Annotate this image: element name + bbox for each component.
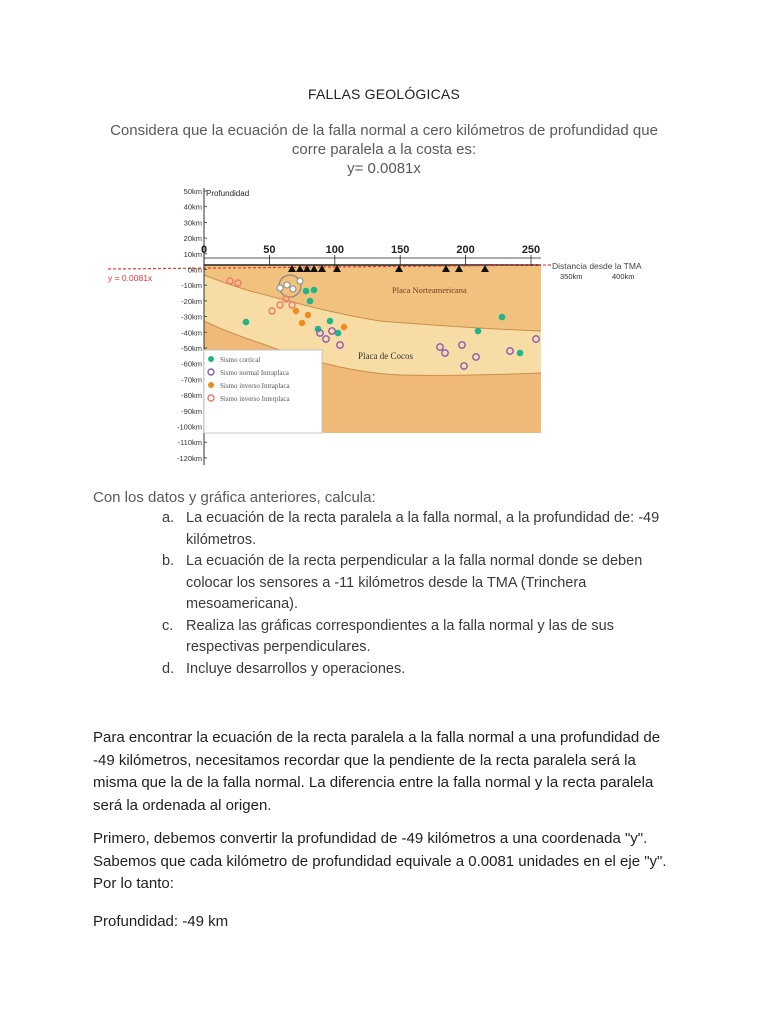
depth-tick-label: -90km bbox=[181, 406, 202, 416]
depth-tick-label: -10km bbox=[181, 281, 202, 291]
legend-label: Sismo inverso Intraplaca bbox=[220, 382, 290, 390]
task-item bbox=[160, 508, 670, 551]
cocos-plate-label: Placa de Cocos bbox=[358, 351, 413, 361]
task-item bbox=[160, 551, 670, 616]
task-text: La ecuación de la recta perpendicular a la falla normal donde se deben colocar los sensores a -11 kilómetros desde la TMA (Trinchera mesoamericana). bbox=[186, 553, 643, 612]
intro-paragraph bbox=[95, 121, 673, 178]
distance-tick-400: 400km bbox=[612, 272, 635, 281]
calc-lead: Con los datos y gráfica anteriores, calcula: bbox=[93, 489, 376, 506]
distance-label: Distancia desde la TMA bbox=[552, 261, 642, 271]
depth-tick-label: 0km bbox=[187, 265, 202, 275]
depth-tick-label: 20km bbox=[183, 234, 202, 244]
intro-text: Considera que la ecuación de la falla normal a cero kilómetros de profundidad que corre paralela a la costa es: bbox=[110, 122, 658, 158]
task-marker: b. bbox=[162, 553, 175, 569]
quake-dot-inverse-intra bbox=[293, 308, 299, 314]
quake-dot-cortical bbox=[303, 288, 310, 295]
depth-tick-label: -40km bbox=[181, 328, 202, 338]
quake-dot-cortical bbox=[307, 298, 314, 305]
legend-label: Sismo inverso Interplaca bbox=[220, 395, 290, 403]
quake-dot bbox=[290, 286, 296, 292]
task-text: Incluye desarrollos y operaciones. bbox=[186, 660, 406, 677]
quake-dot bbox=[284, 282, 290, 288]
quake-dot-cortical bbox=[517, 350, 524, 357]
distance-tick-label: 50 bbox=[263, 244, 276, 256]
body-paragraph: Primero, debemos convertir la profundidad de -49 kilómetros a una coordenada "y". Sabemos que cada kilómetro de profundidad equivale a 0.0081 unidades en el eje "y". Por lo tanto: bbox=[93, 830, 667, 892]
depth-tick-label: -70km bbox=[181, 375, 202, 385]
body-paragraph: Profundidad: -49 km bbox=[93, 913, 229, 930]
depth-tick-label: -80km bbox=[181, 391, 202, 401]
page-title: FALLAS GEOLÓGICAS bbox=[307, 86, 460, 102]
task-marker: a. bbox=[162, 510, 175, 526]
depth-tick-group bbox=[177, 187, 207, 463]
task-list bbox=[160, 508, 670, 680]
depth-tick-label: -100km bbox=[176, 422, 202, 432]
task-text: Realiza las gráficas correspondientes a la falla normal y las de sus respectivas perpendiculares. bbox=[186, 617, 614, 655]
distance-tick-label: 0 bbox=[200, 244, 208, 256]
fault-line-label: y = 0.0081x bbox=[108, 273, 153, 283]
depth-tick-label: -110km bbox=[177, 438, 202, 448]
distance-tick-label: 200 bbox=[456, 244, 475, 256]
distance-tick-label: 150 bbox=[391, 244, 410, 256]
task-marker: c. bbox=[162, 617, 174, 634]
quake-dot-inverse-intra bbox=[341, 324, 347, 330]
legend-marker bbox=[208, 382, 214, 388]
quake-dot bbox=[297, 278, 303, 284]
quake-dot-cortical bbox=[311, 287, 318, 294]
depth-tick-label: 40km bbox=[183, 202, 202, 212]
legend-label: Sismo normal Intraplaca bbox=[220, 369, 289, 377]
quake-dot-cortical bbox=[499, 314, 506, 321]
quake-dot-cortical bbox=[243, 319, 250, 326]
quake-dot bbox=[277, 285, 283, 291]
task-item bbox=[160, 616, 670, 659]
depth-tick-label: -120km bbox=[176, 453, 202, 463]
intro-equation: y= 0.0081x bbox=[347, 160, 421, 177]
legend-marker bbox=[208, 356, 214, 362]
quake-dot-cortical bbox=[327, 318, 334, 325]
depth-tick-label: -20km bbox=[181, 296, 202, 306]
distance-tick-label: 250 bbox=[521, 244, 541, 256]
quake-dot-inverse-intra bbox=[305, 312, 311, 318]
distance-tick-label: 100 bbox=[325, 244, 344, 256]
depth-tick-label: 30km bbox=[183, 218, 202, 228]
depth-axis-title: Profundidad bbox=[206, 189, 250, 198]
figure-svg bbox=[100, 183, 642, 483]
quake-dot-inverse-intra bbox=[299, 320, 305, 326]
depth-tick-label: 50km bbox=[183, 187, 202, 196]
quake-dot-cortical bbox=[475, 328, 482, 335]
subduction-figure bbox=[100, 183, 642, 483]
distance-tick-group bbox=[201, 244, 540, 265]
north-plate-label: Placa Norteamericana bbox=[392, 285, 467, 295]
task-text: La ecuación de la recta paralela a la falla normal, a la profundidad de: -49 kilómetros. bbox=[186, 510, 660, 548]
task-item bbox=[160, 659, 670, 681]
depth-tick-label: -60km bbox=[181, 359, 202, 369]
distance-tick-350: 350km bbox=[560, 272, 583, 281]
depth-tick-label: 10km bbox=[183, 249, 202, 259]
depth-tick-label: -30km bbox=[181, 312, 202, 322]
depth-tick-label: -50km bbox=[181, 344, 202, 353]
body-paragraph: Para encontrar la ecuación de la recta paralela a la falla normal a una profundidad de -49 kilómetros, necesitamos recordar que la pendiente de la recta paralela será la misma que la de la falla normal. La diferencia entre la falla normal y la recta paralela será la ordenada al origen. bbox=[93, 729, 661, 814]
legend-label: Sismo cortical bbox=[220, 356, 261, 364]
task-marker: d. bbox=[162, 660, 175, 677]
